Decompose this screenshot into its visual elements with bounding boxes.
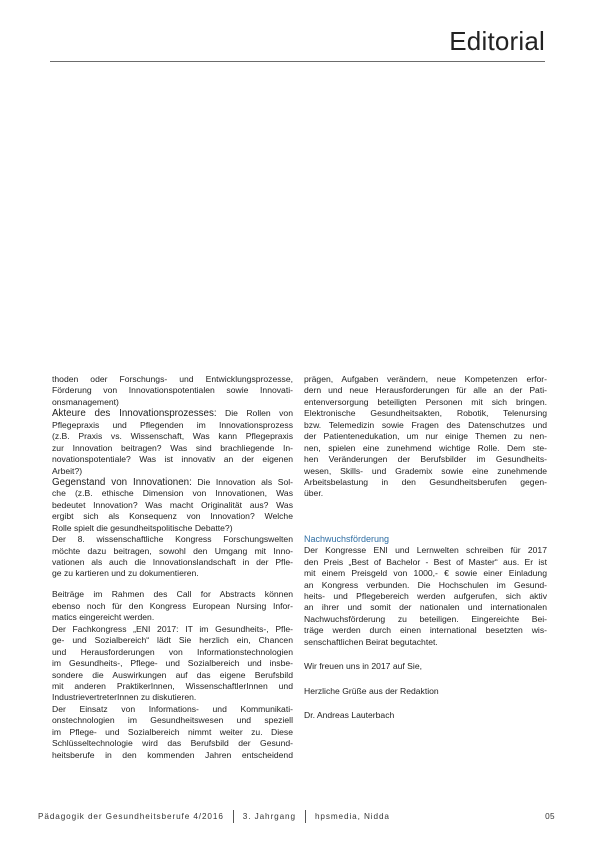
section-heading: Nachwuchsförderung <box>304 533 390 544</box>
text-line: über. <box>304 488 324 499</box>
text-line: mit einem Preisgeld von 1000,- € sowie einer Einladung <box>304 568 547 579</box>
text-line: Pflegepraxis und Pflegenden im Innovationsprozess <box>52 419 293 430</box>
text-line: Der 8. wissenschaftliche Kongress Forschungswelten <box>52 534 293 545</box>
text-line: Elektronische Gesundheitsakten, Robotik, Telenursing <box>304 408 547 419</box>
volume: 3. Jahrgang <box>242 812 296 821</box>
journal-name: Pädagogik der Gesundheitsberufe 4/2016 <box>38 812 224 821</box>
text-line: bzw. Telemedizin sowie Fragen des Datenschutzes und <box>304 419 547 430</box>
text-line: Der Fachkongress „ENI 2017: IT im Gesundheits-, Pfle- <box>52 623 293 634</box>
text-line: onsmanagement) <box>52 396 119 407</box>
text-line: ge- und Sozialbereich“ lädt Sie herzlich ein, Chancen <box>52 635 293 646</box>
text-line: Förderung von Innovationspotentialen sowie Innovati- <box>52 385 293 396</box>
page-footer <box>38 810 555 823</box>
closing-line: Wir freuen uns in 2017 auf Sie, <box>304 661 422 672</box>
text-line: Nachwuchsförderung zu beteiligen. Eingereichte Bei- <box>304 613 547 624</box>
text-line: zur Innovation beitragen? Was sind brachliegende In- <box>52 442 293 453</box>
text-line: im Pflege- und Sozialbereich nimmt weiter zu. Diese <box>52 726 293 737</box>
text-line: heitsberufe in den kommenden Jahren entscheidend <box>52 749 293 760</box>
text-line: Schlüsseltechnologie wird das Berufsbild der Gesund- <box>52 738 293 749</box>
topic-heading: Akteure des Innovationsprozesses: <box>52 408 217 420</box>
text-line: sondere die Auswirkungen auf das eigene Berufsbild <box>52 669 293 680</box>
text-line: nen, spielen eine zunehmend wichtige Rolle. Dem ste- <box>304 442 547 453</box>
text-line: bedeutet Innovation? Was macht Originalität aus? Was <box>52 499 293 510</box>
text-line: ergibt sich als Konsequenz von Innovation? Welche <box>52 511 293 522</box>
text-line: und Herausforderungen von Informationstechnologien <box>52 646 293 657</box>
footer-divider <box>233 810 234 823</box>
text-line: im Gesundheits-, Pflege- und Sozialbereich und insbe- <box>52 658 293 669</box>
text-line: den Preis „Best of Bachelor - Best of Master“ aus. Er ist <box>304 556 547 567</box>
publisher: hpsmedia, Nidda <box>314 812 390 821</box>
text-line: an ihrer und somit der nationalen und internationalen <box>304 602 547 613</box>
page-title: Editorial <box>449 26 545 56</box>
text-line: an Kongress verbunden. Die Hochschulen im Gesund- <box>304 579 547 590</box>
text-line: Der Einsatz von Informations- und Kommunikati- <box>52 703 293 714</box>
topic-heading: Gegenstand von Innovationen: <box>52 476 192 488</box>
signature: Dr. Andreas Lauterbach <box>304 710 395 721</box>
text-line: IndustrievertreterInnen zu diskutieren. <box>52 692 197 703</box>
text-line: Rolle spielt die gesundheitspolitische Debatte?) <box>52 522 233 533</box>
footer-divider <box>305 810 306 823</box>
right-column <box>304 374 547 722</box>
text-line: matics eingereicht werden. <box>52 612 155 623</box>
text-line: heits- und Pflegebereich werden aufgerufen, sich aktiv <box>304 591 547 601</box>
text-span: Die Innovation als Sol- <box>191 476 293 487</box>
text-line: Arbeit?) <box>52 465 83 476</box>
left-column <box>52 374 293 761</box>
text-line: dern und neue Herausforderungen für alle an der Pati- <box>304 385 547 396</box>
text-line: mit anderen PraktikerInnen, WissenschaftlerInnen und <box>52 680 293 691</box>
topic-line <box>52 477 293 488</box>
greeting-line: Herzliche Grüße aus der Redaktion <box>304 685 439 696</box>
text-line: Arbeitsbelastung in den Gesundheitsberufen gegen- <box>304 476 547 487</box>
topic-line <box>52 408 293 419</box>
text-line: prägen, Aufgaben verändern, neue Kompetenzen erfor- <box>304 374 547 384</box>
text-line: Der Kongresse ENI und Lernwelten schreiben für 2017 <box>304 545 547 556</box>
page-number: 05 <box>545 812 555 821</box>
text-line: träge werden durch einen international besetzten wis- <box>304 625 547 636</box>
text-line: (z.B. Praxis vs. Wissenschaft, Was kann Pflegepraxis <box>52 431 293 442</box>
text-line: ebenso noch für den Kongress European Nursing Infor- <box>52 600 293 611</box>
text-line: thoden oder Forschungs- und Entwicklungsprozesse, <box>52 374 293 384</box>
text-line: entenversorgung beteiligten Personen mit sich bringen. <box>304 396 547 407</box>
text-line: novationspotentiale? Was ist innovativ an der eigenen <box>52 454 293 465</box>
text-line: onstechnologien im Gesundheitswesen und speziell <box>52 715 293 726</box>
text-line: wesen, Skills- und Grademix sowie eine zunehmende <box>304 465 547 476</box>
text-line: senschaftlichen Beirat begutachtet. <box>304 636 438 647</box>
text-line: hen Veränderungen der Berufsbilder im Gesundheits- <box>304 454 547 465</box>
text-line: der Patientenedukation, um nur einige Themen zu nen- <box>304 431 547 442</box>
text-line: Beiträge im Rahmen des Call for Abstracts können <box>52 589 293 600</box>
header-divider <box>50 61 545 62</box>
text-line: möchte dazu beitragen, sowohl den Umgang mit Inno- <box>52 545 293 556</box>
text-span: Die Rollen von <box>216 408 293 419</box>
text-line: vationen als auch die Innovationslandschaft in der Pfle- <box>52 557 293 567</box>
text-line: che (z.B. ethische Dimension von Innovationen, Was <box>52 488 293 499</box>
text-line: ge zu kartieren und zu dokumentieren. <box>52 568 199 579</box>
